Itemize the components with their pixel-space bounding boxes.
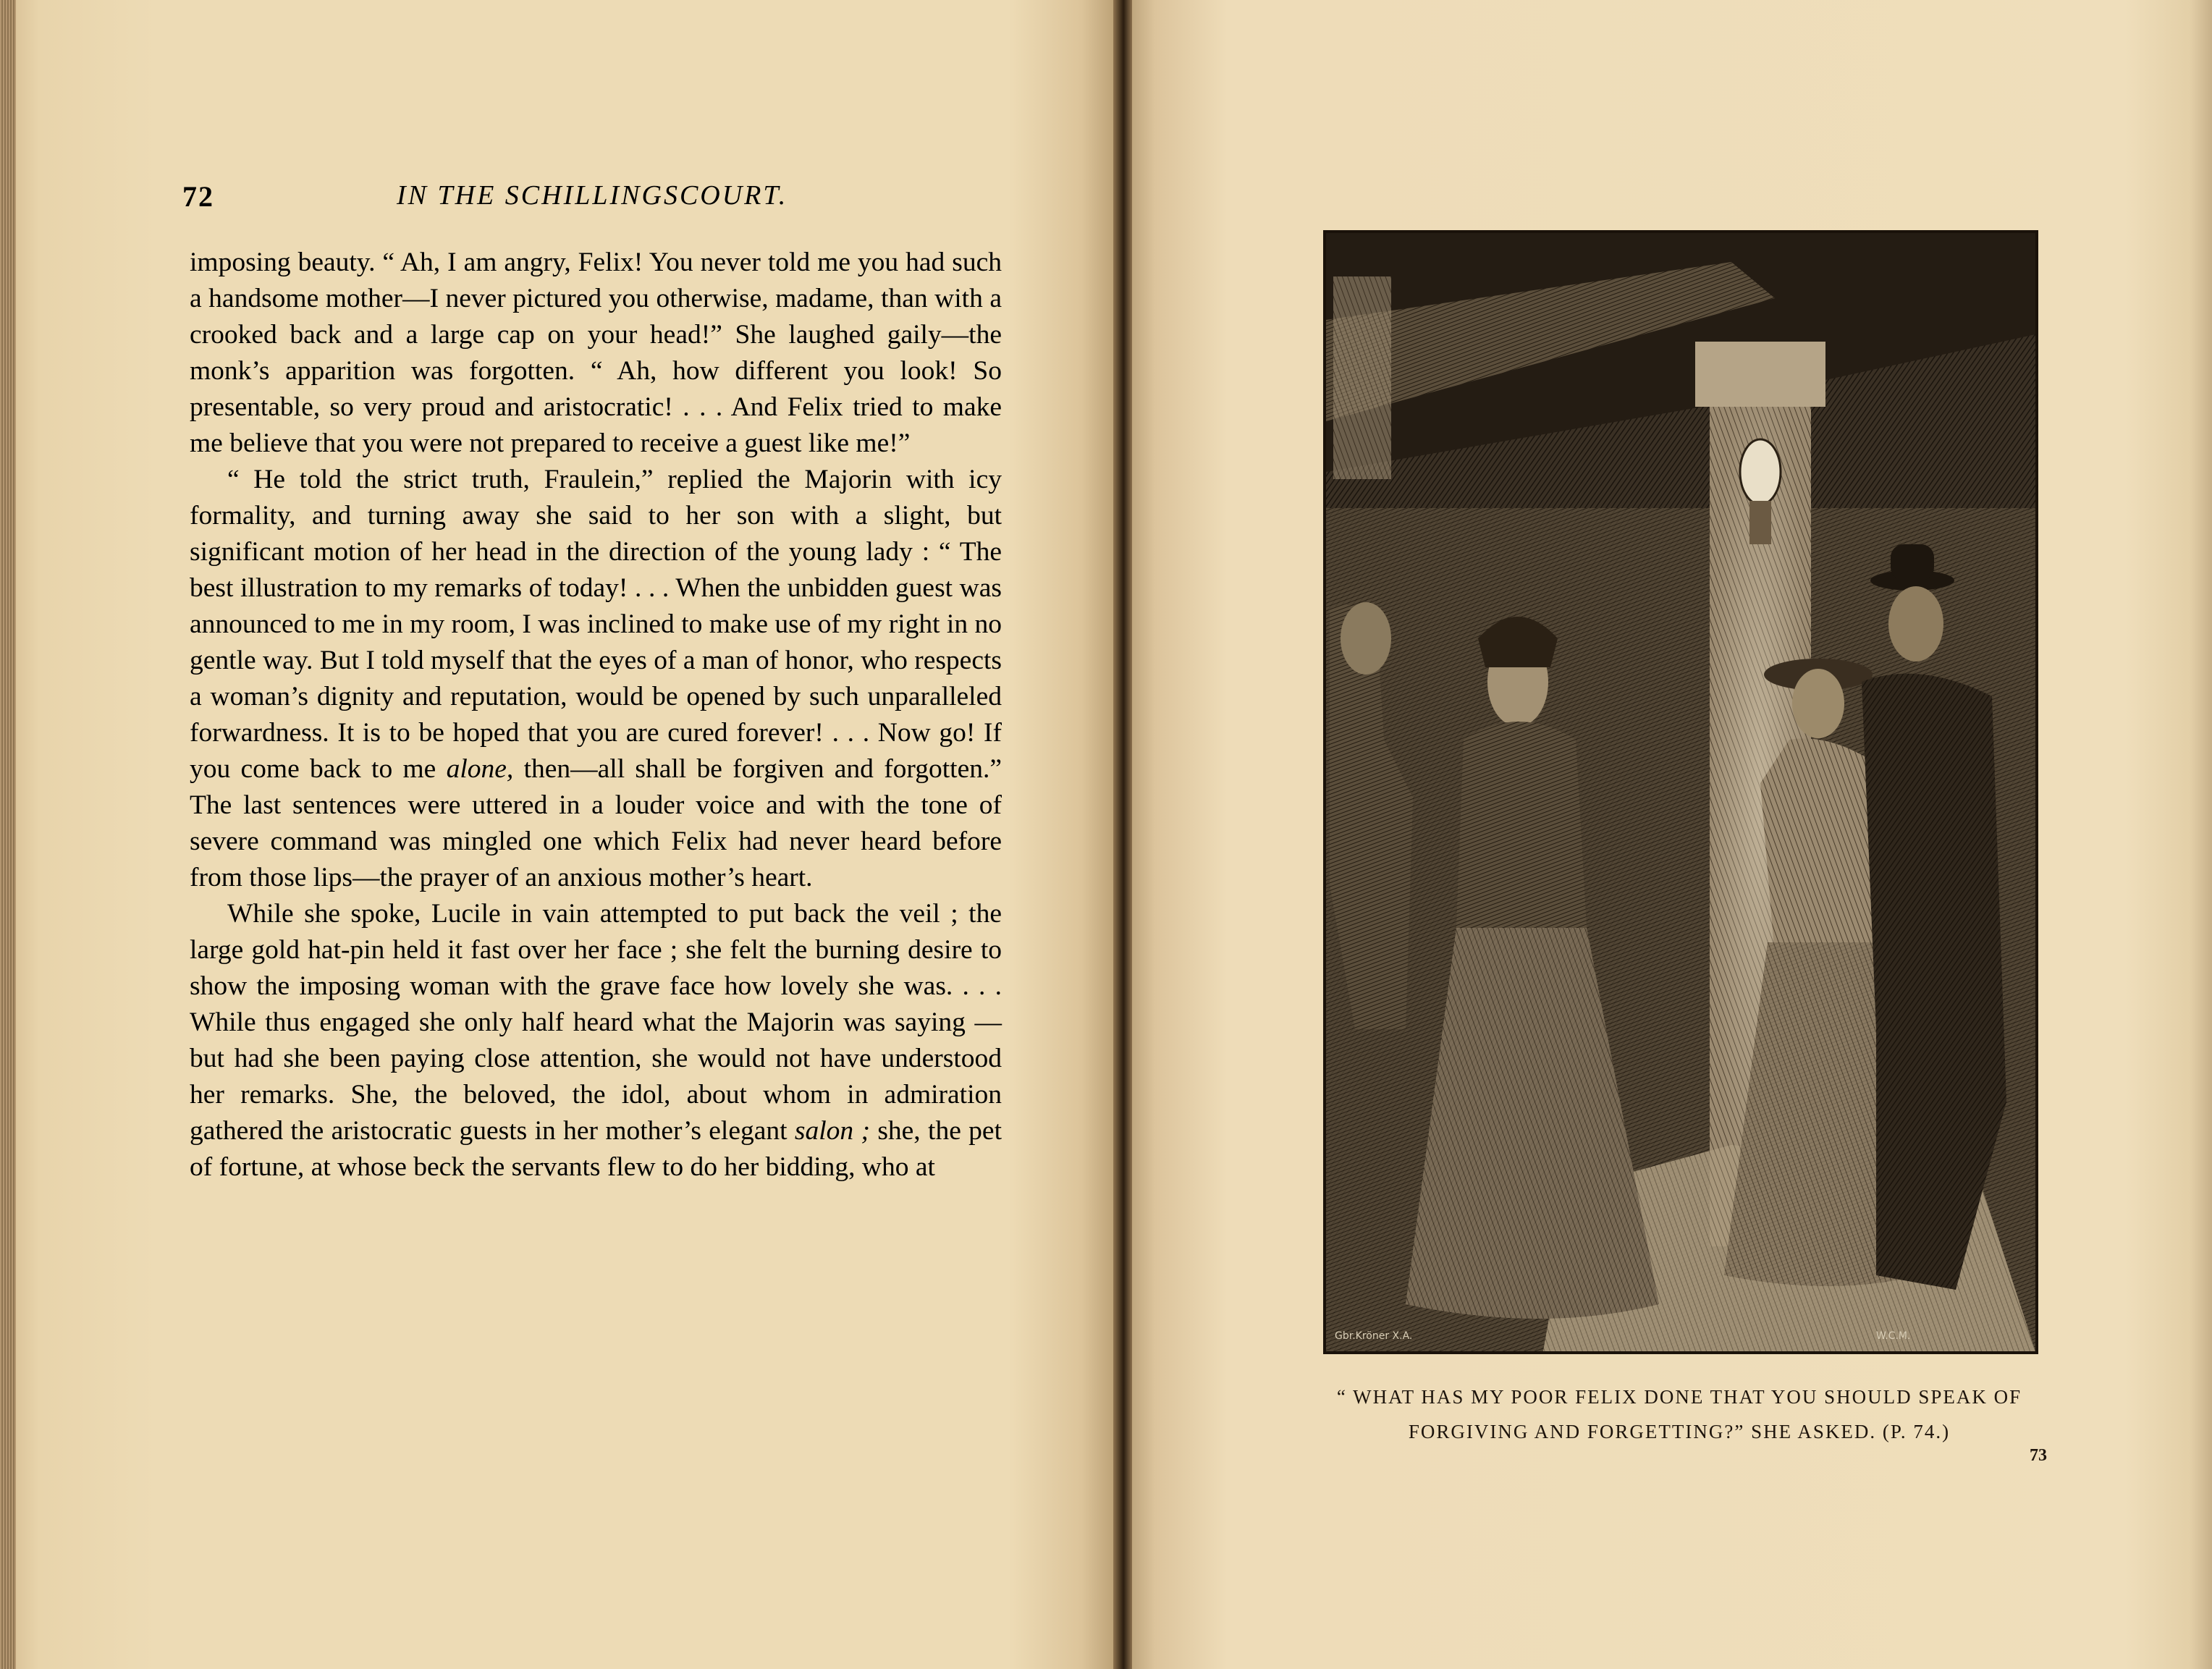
paragraph xyxy=(190,245,1002,462)
body-text xyxy=(190,245,1002,1186)
engraver-monogram: W.C.M. xyxy=(1876,1330,1911,1342)
left-page-number: 72 xyxy=(182,180,214,213)
book-gutter xyxy=(1113,0,1132,1669)
text-segment: then—all shall be forgiven and forgotten.” The last sentences were uttered in a louder voice and with the tone of severe command was mingled one which Felix had never heard before from those lips—the prayer of an anxious mother’s heart. xyxy=(190,754,1002,892)
caption-line-2: FORGIVING AND FORGETTING?” SHE ASKED. (P. 74.) xyxy=(1408,1421,1951,1442)
engraving-svg xyxy=(1326,233,2035,1351)
engraver-signature: Gbr.Kröner X.A. xyxy=(1335,1330,1413,1342)
paragraph xyxy=(190,896,1002,1186)
paragraph xyxy=(190,462,1002,896)
page-edges xyxy=(0,0,16,1669)
caption-line-1: “ WHAT HAS MY POOR FELIX DONE THAT YOU SHOULD SPEAK OF xyxy=(1336,1386,2022,1408)
italic-text: salon ; xyxy=(794,1116,870,1146)
text-segment: imposing beauty. “ Ah, I am angry, Felix! You never told me you had such a handsome mother—I never pictured you otherwise, madame, than with a crooked back and a large cap on your head!” She laughed gaily—the monk’s apparition was forgotten. “ Ah, how different you look! So presentable, so very proud and aristocratic! . . . And Felix tried to make me believe that you were not prepared to receive a guest like me!” xyxy=(190,248,1002,458)
text-segment: “ He told the strict truth, Fraulein,” replied the Majorin with icy formality, and turning away she said to her son with a slight, but significant motion of her head in the direction of the young lady : “ The best illustration to my remarks of today! . . . When the unbidden guest was announced to me in my room, I was inclined to make use of my right in no gentle way. But I told myself that the eyes of a man of honor, who respects a woman’s dignity and reputation, would be opened by such unparalleled forwardness. It is to be hoped that you are cured forever! . . . Now go! If you come back to me xyxy=(190,465,1002,784)
illustration-caption xyxy=(1317,1379,2041,1449)
text-segment: While she spoke, Lucile in vain attempted to put back the veil ; the large gold hat-pin held it fast over her face ; she felt the burning desire to show the imposing woman with the grave face how lovely she was. . . . While thus engaged she only half heard what the Majorin was saying —but had she been paying close attention, she would not have understood her remarks. She, the beloved, the idol, about whom in admiration gathered the aristocratic guests in her mother’s elegant xyxy=(190,899,1002,1146)
engraving-illustration xyxy=(1323,230,2038,1354)
running-title: IN THE SCHILLINGSCOURT. xyxy=(397,180,788,211)
right-page-number: 73 xyxy=(2030,1446,2047,1465)
italic-text: alone, xyxy=(446,754,514,784)
text-segment: she, the pet of fortune, at whose beck the servants flew to do her bidding, who at xyxy=(190,1116,1002,1182)
